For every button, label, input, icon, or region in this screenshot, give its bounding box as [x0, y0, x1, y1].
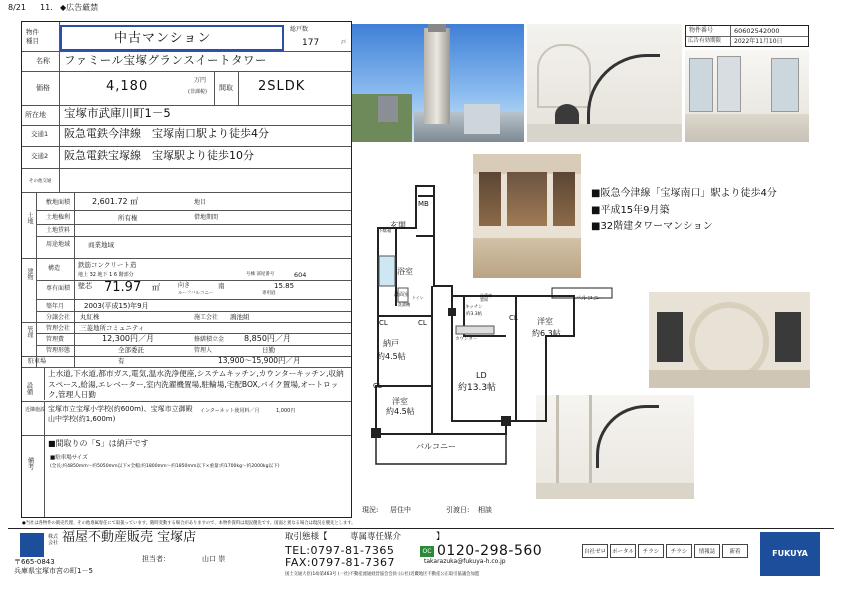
equipment-text: 上水道,下水道,都市ガス,電気,温水洗浄便座,システムキッチン,カウンターキッチン,収納スペース,給湯,エレベーター,室内洗濯機置場,駐輪場,宅配BOX,バイク置場,オートロック,管理人日勤: [48, 369, 344, 399]
divider: [44, 368, 45, 400]
built-value: 2003(平成15)年9月: [84, 302, 149, 310]
divider: [44, 436, 45, 517]
site-area-value: 2,601.72 ㎡: [92, 197, 139, 206]
balcony-area: 15.85: [274, 282, 295, 290]
mgmt-company-label: 管理会社: [46, 325, 71, 332]
fp-shoe: 下駄箱: [378, 229, 392, 234]
structure-value: 鉄筋コンクリート造: [78, 261, 137, 269]
land-section-label: 土地: [26, 212, 33, 224]
fp-balcony-side: バルコニー: [575, 295, 606, 302]
divider: [22, 125, 351, 126]
divider: [22, 401, 351, 402]
manager-label: 管理人: [194, 347, 213, 354]
equipment-label: 設備: [25, 382, 34, 395]
terms-value: 専属専任媒介: [350, 532, 402, 542]
agent-name: 福屋不動産販売 宝塚店: [62, 530, 197, 545]
terms-close: 】: [436, 532, 445, 542]
divider: [22, 435, 351, 436]
feature-3: ■32階建タワーマンション: [591, 221, 713, 232]
built-label: 築年月: [46, 303, 65, 310]
internet-fee: 1,000円: [276, 408, 296, 414]
remarks-line1: ■間取りの「S」は納戸です: [48, 439, 149, 448]
company-logo-icon: [20, 533, 44, 557]
divider: [37, 224, 351, 225]
name-label: 名称: [36, 57, 50, 65]
agent-freedial: 0120-298-560: [437, 543, 543, 559]
units-suffix: 戸: [341, 40, 347, 46]
agent-email: takarazuka@fukuya-h.co.jp: [424, 558, 506, 565]
transit2-value: 阪急電鉄宝塚線 宝塚駅より徒歩10分: [64, 149, 254, 162]
fp-wash: 洗濯機: [398, 302, 410, 307]
agent-fax: FAX:0797-81-7367: [285, 556, 396, 569]
remarks-line3: (全長:約4850mm〜約5050mm以下×全幅:約1800mm〜約1850mm以下×重量:約1700kg〜約2000kg以下): [50, 464, 280, 469]
handover-label: 引渡日:: [446, 506, 470, 514]
divider: [22, 356, 351, 357]
divider: [37, 236, 351, 237]
repair-fund-label: 修繕積立金: [194, 336, 225, 343]
agent-license: 国土交通大臣(14)第463号 (一社)不動産流通経営協会会員 (公社)近畿地区不動産公正取引協議会加盟: [285, 572, 480, 577]
divider: [22, 146, 351, 147]
header-page-no: 11.: [40, 3, 53, 12]
header-notice: ◆広告厳禁: [60, 3, 99, 12]
transit1-label: 交通1: [31, 130, 49, 138]
fp-ld: LD: [476, 371, 487, 380]
transit2-label: 交通2: [31, 152, 49, 160]
fp-bath: 浴室: [397, 267, 413, 276]
seller-label: 分譲会社: [46, 314, 71, 321]
fp-balcony: バルコニー: [416, 442, 456, 451]
fp-genkan: 玄関: [390, 221, 406, 230]
divider: [214, 72, 215, 105]
builder-value: 鴻池組: [230, 313, 250, 321]
orientation-label: 向き: [178, 282, 191, 289]
layout-label: 間取: [219, 84, 233, 92]
mgmt-fee-value: 12,300円／月: [102, 334, 154, 343]
orientation-value: 南: [218, 282, 225, 290]
land-right-value: 所有権: [118, 214, 138, 222]
divider: [686, 36, 808, 37]
tag-3: チラシ: [638, 544, 664, 558]
divider: [22, 258, 351, 259]
brand-mark-icon: FUKUYA: [760, 532, 820, 576]
agent-tel: TEL:0797-81-7365: [285, 544, 395, 557]
units-value: 177: [302, 38, 320, 48]
agent-person-label: 担当者：: [142, 555, 170, 563]
price-value: 4,180: [106, 79, 149, 94]
surroundings-label: 近隣施設: [25, 407, 46, 413]
exterior-tower-photo: [352, 24, 524, 142]
divider: [37, 333, 351, 334]
fp-cl-4: CL: [509, 314, 518, 322]
terms-label: 取引態様【: [285, 532, 328, 542]
other-transit-label: その他交通: [29, 179, 52, 184]
agent-address: 兵庫県宝塚市宮の町1－5: [14, 567, 93, 575]
fp-room1: 洋室: [392, 397, 408, 406]
divider: [22, 322, 351, 323]
divider: [22, 192, 351, 193]
fp-toilet: トイレ: [412, 295, 424, 300]
tag-5: 情報誌: [694, 544, 720, 558]
header-date: 8/21: [8, 3, 26, 12]
divider: [37, 345, 351, 346]
remarks-line2: ■駐車場サイズ: [50, 455, 88, 461]
listing-period-value: 2022年11月10日: [734, 38, 783, 45]
leasehold-label: 借地期間: [194, 214, 219, 221]
divider: [37, 299, 351, 300]
address-value: 宝塚市武庫川町1－5: [64, 106, 171, 120]
mgmt-company-value: 三菱地所コミュニティ: [80, 324, 145, 332]
builder-label: 施工会社: [194, 314, 219, 321]
parking-fee: 13,900〜15,900円／月: [218, 356, 301, 365]
land-right-label: 土地権利: [46, 214, 71, 221]
feature-2: ■平成15年9月築: [591, 205, 670, 216]
listing-id-label: 物件番号: [689, 27, 714, 34]
fp-nando-size: 約4.5帖: [377, 352, 406, 361]
room-no-label: 号棟 部屋番号: [246, 272, 275, 277]
tag-4: チラシ: [666, 544, 692, 558]
listing-period-label: 広告有効期限: [688, 38, 722, 44]
seller-value: 丸紅株: [80, 313, 100, 321]
floors-note: 地上 32 地下 1 6 階部分: [78, 272, 134, 278]
fp-ld-size: 約13.3帖: [458, 383, 497, 393]
address-label: 所在地: [25, 111, 46, 119]
entrance-hall-photo: [685, 50, 809, 142]
parking-label: 駐車場: [28, 358, 47, 365]
tag-1: 自社ゼロ: [582, 544, 608, 558]
agent-person: 山口 崇: [202, 555, 226, 563]
fp-counter: カウンター: [455, 337, 478, 342]
handover-value: 相談: [478, 506, 492, 514]
area-unit: ㎡: [152, 283, 160, 292]
price-unit: 万円: [194, 77, 207, 84]
disclaimer: ●当社は各物件の販売代理、その他専属専任にて取扱っています。随時変動する場合がありますので、本物件資料は現況優先です。図面と異なる場合は現況を優先とします。: [22, 521, 356, 526]
fp-room1-size: 約4.5帖: [386, 407, 415, 416]
internet-label: インターネット使用料／月: [200, 408, 260, 414]
divider: [8, 528, 834, 529]
fp-nando: 納戸: [383, 339, 399, 348]
fp-room2-size: 約6.3帖: [532, 329, 561, 338]
remarks-label: 備考: [26, 457, 35, 470]
entrance-gate-photo: [649, 292, 810, 388]
surroundings-text: 宝塚市立宝塚小学校(約600m)、宝塚市立御殿山中学校(約1,600m): [48, 405, 193, 423]
divider: [37, 311, 351, 312]
property-name: ファミール宝塚グランスイートタワー: [64, 53, 267, 67]
divider: [37, 210, 351, 211]
fp-cl-1: CL: [379, 319, 388, 327]
divider: [22, 71, 351, 72]
tag-6: 新着: [722, 544, 748, 558]
area-type: 壁芯: [78, 282, 92, 290]
type-label: 物件 種目: [26, 28, 39, 45]
fp-kitchen-size: 約3.3帖: [466, 312, 483, 317]
manager-value: 日勤: [262, 346, 275, 354]
mgmt-fee-label: 管理費: [46, 336, 65, 343]
corp-prefix: 株式 会社: [48, 534, 59, 546]
building-section-label: 建物: [26, 268, 33, 280]
fp-cl-3: CL: [373, 382, 382, 390]
tag-2: ポータル: [610, 544, 636, 558]
divider: [238, 72, 239, 105]
transit1-value: 阪急電鉄今津線 宝塚南口駅より徒歩4分: [64, 127, 269, 140]
layout-value: 2SLDK: [258, 79, 306, 94]
room-no-value: 604: [294, 271, 307, 279]
current-status-value: 居住中: [390, 506, 411, 514]
land-rent-label: 土地賃料: [46, 227, 71, 234]
price-label: 価格: [36, 84, 50, 92]
exclusive-garden-label: 専用庭: [262, 291, 276, 296]
units-label: 総戸数: [290, 26, 309, 33]
management-section-label: 管理: [26, 326, 33, 338]
parking-value: 有: [118, 357, 125, 365]
fp-cl-2: CL: [418, 319, 427, 327]
fp-mb: MB: [418, 200, 429, 208]
structure-label: 構造: [48, 265, 61, 272]
listing-id-value: 60602542000: [734, 27, 780, 35]
mgmt-form-value: 全部委託: [118, 346, 144, 354]
repair-fund-value: 8,850円／月: [244, 334, 291, 343]
roof-balcony-label: ルーフバルコニー: [178, 291, 214, 296]
site-area-label: 敷地面積: [46, 199, 71, 206]
divider: [22, 367, 351, 368]
fp-pantry: 冷蔵庫 置場: [480, 293, 492, 302]
zoning-value: 商業地域: [88, 241, 114, 249]
fp-room2: 洋室: [537, 317, 553, 326]
divider: [37, 280, 351, 281]
freedial-icon: OC: [420, 546, 434, 557]
divider: [59, 22, 60, 192]
tax-note: (非課税): [188, 89, 207, 95]
lobby-staircase-photo: [527, 24, 682, 142]
divider: [730, 26, 731, 46]
agent-postal: 〒665-0843: [14, 558, 55, 566]
divider: [44, 402, 45, 435]
exclusive-area-label: 専有面積: [46, 285, 71, 292]
property-type: 中古マンション: [114, 31, 212, 46]
exclusive-area-value: 71.97: [104, 280, 142, 295]
divider: [22, 168, 351, 169]
fp-senmen: 洗面室: [394, 292, 410, 298]
land-category-label: 地目: [194, 199, 207, 206]
zoning-label: 用途地域: [46, 241, 71, 248]
divider: [22, 51, 351, 52]
mgmt-form-label: 管理形態: [46, 347, 71, 354]
current-status-label: 現況:: [362, 506, 379, 514]
feature-1: ■阪急今津線「宝塚南口」駅より徒歩4分: [591, 188, 777, 199]
fp-kitchen: キッチン: [465, 305, 483, 310]
